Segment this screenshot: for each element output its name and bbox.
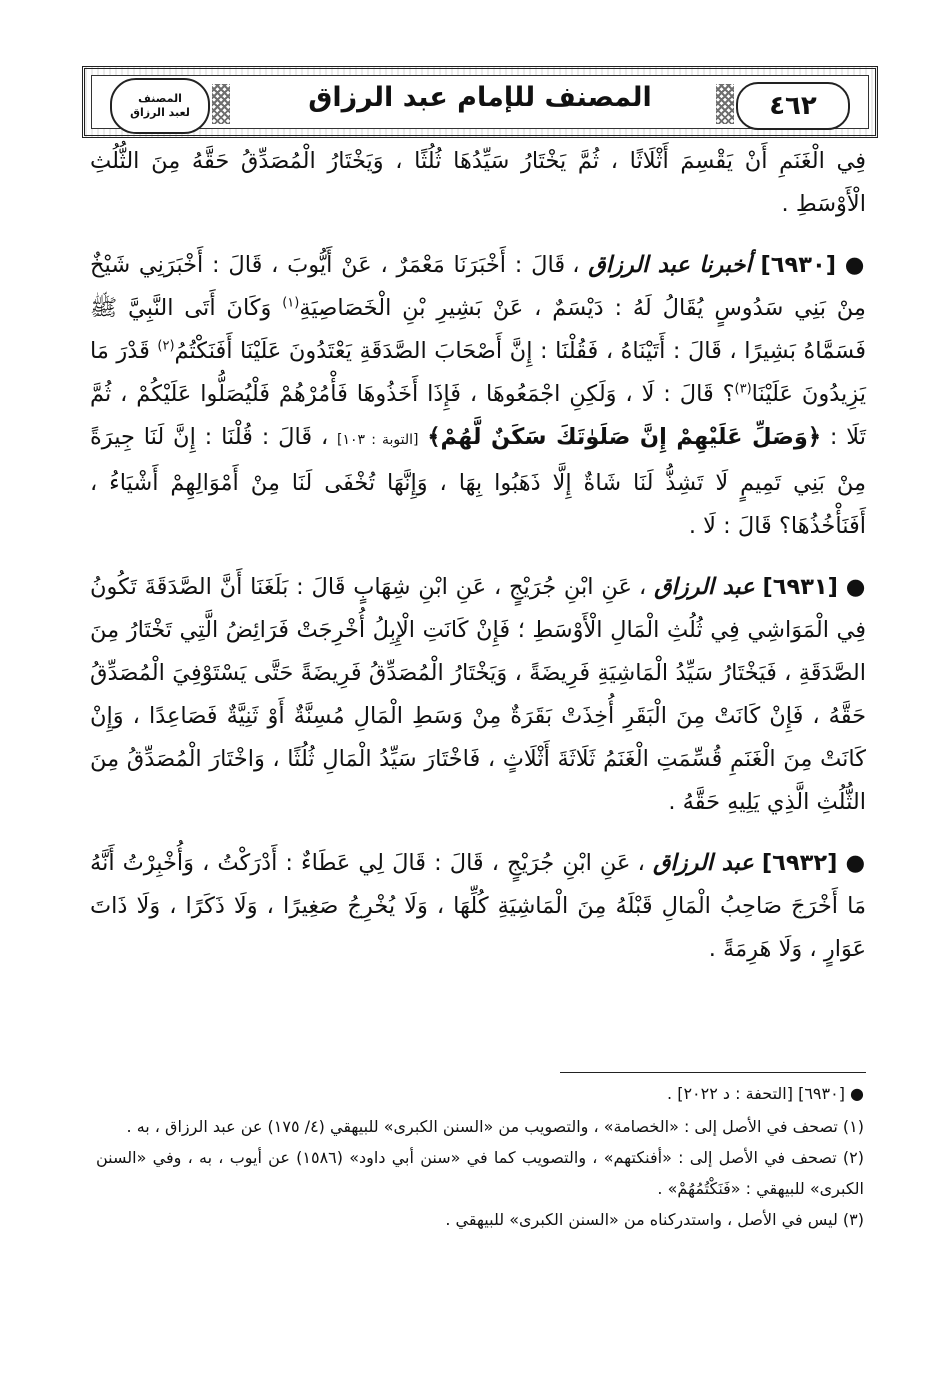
hadith-6932	[90, 842, 866, 971]
footnote-separator	[560, 1072, 866, 1073]
quran-verse: ﴿وَصَلِّ عَلَيْهِمْ إِنَّ صَلَوٰتَكَ سَكَنٌ لَّهُمْ﴾	[427, 424, 822, 450]
page-number: ٤٦٢	[736, 82, 850, 130]
hadith-6931	[90, 566, 866, 824]
footnote-2: (٢) تصحف في الأصل إلى : «أفنكتهم» ، والتصويب كما في «سنن أبي داود» (١٥٨٦) عن أيوب ، به ، وفي «السنن الكبرى» للبيهقي : «فَنَكْتُمُهُمْ» .	[96, 1148, 864, 1198]
footnote-1: (١) تصحف في الأصل إلى : «الخصامة» ، والتصويب من «السنن الكبرى» للبيهقي (٤/ ١٧٥) عن عبد الرزاق ، به .	[126, 1117, 864, 1136]
bullet-icon: ●	[845, 574, 867, 600]
main-text	[90, 140, 866, 989]
isnad-lead: عبد الرزاق	[654, 574, 755, 600]
quran-reference: [التوبة : ١٠٣]	[337, 432, 419, 448]
hadith-text-c: قَدْرَ مَا يَزِيدُونَ عَلَيْنَا	[90, 338, 866, 407]
hadith-number: [٦٩٣٠]	[760, 252, 836, 278]
page-header	[82, 66, 878, 138]
book-emblem	[110, 78, 210, 134]
ornament-left	[212, 84, 230, 124]
isnad-lead: أخبرنا عبد الرزاق	[588, 252, 752, 278]
footnote-ref-1: (١)	[282, 295, 300, 311]
bullet-icon: ●	[845, 850, 867, 876]
hadith-text-a: ، قَالَ : أَخْبَرَنَا مَعْمَرٌ ، عَنْ أَيُّوبَ ، قَالَ : أَخْبَرَنِي شَيْخٌ مِنْ بَنِي سَدُوسٍ يُقَالُ لَهُ : دَيْسَمٌ ، عَنْ بَشِيرِ بْنِ الْخَصَاصِيَةِ	[90, 252, 866, 321]
hadith-text-e: ، قَالَ : قُلْنَا : إِنَّ لَنَا جِيرَةً مِنْ بَنِي تَمِيمٍ لَا تَشِذُّ لَنَا شَاةٌ إِلَّا ذَهَبُوا بِهَا ، وَإِنَّهَا تُخْفَى لَنَا مِنْ أَمْوَالِهِمْ أَشْيَاءُ ، أَفَنَأْخُذُهَا؟ قَالَ : لَا .	[90, 424, 866, 539]
bullet-icon: ●	[844, 252, 866, 278]
isnad-lead: عبد الرزاق	[652, 850, 754, 876]
running-title: المصنف للإمام عبد الرزاق	[308, 82, 652, 113]
tuhfa-reference: ● [٦٩٣٠] [التحفة : د ٢٠٢٢] .	[667, 1084, 864, 1103]
footnote-ref-2: (٢)	[157, 338, 175, 354]
footnote-3: (٣) ليس في الأصل ، واستدركناه من «السنن الكبرى» للبيهقي .	[445, 1210, 864, 1229]
continuation-paragraph: فِي الْغَنَمِ أَنْ يَقْسِمَ أَثْلَاثًا ، ثُمَّ يَخْتَارُ سَيِّدُهَا ثُلُثًا ، وَيَخْتَارُ الْمُصَدِّقُ حَقَّهُ مِنَ الثُّلُثِ الْأَوْسَطِ .	[90, 148, 866, 217]
header-frame	[91, 75, 869, 129]
hadith-text-b: وَكَانَ أَتَى النَّبِيَّ ﷺ فَسَمَّاهُ بَشِيرًا ، قَالَ : أَتَيْنَاهُ ، فَقُلْنَا : إِنَّ أَصْحَابَ الصَّدَقَةِ يَعْتَدُونَ عَلَيْنَا أَفَنَكْتُمُ	[90, 295, 866, 364]
hadith-text-d: ؟ قَالَ : لَا ، وَلَكِنِ اجْمَعُوهَا ، فَإِذَا أَخَذُوهَا فَأْمُرْهُمْ فَلْيُصَلُّوا عَلَيْكُمْ ، ثُمَّ تَلَا :	[90, 381, 866, 450]
footnotes	[96, 1078, 864, 1235]
hadith-text: ، عَنِ ابْنِ جُرَيْجٍ ، عَنِ ابْنِ شِهَابٍ قَالَ : بَلَغَنَا أَنَّ الصَّدَقَةَ تَكُونُ فِي الْمَوَاشِي فِي ثُلُثِ الْمَالِ الْأَوْسَطِ ؛ فَإِنْ كَانَتِ الْإِبِلُ أُخْرِجَتْ فَرَائِضُ الَّتِي تَخْتَارُ مِنَ الصَّدَقَةِ ، فَيَخْتَارُ سَيِّدُ الْمَاشِيَةِ فَرِيضَةً ، وَيَخْتَارُ الْمُصَدِّقُ فَرِيضَةً حَتَّى يَسْتَوْفِيَ الْمُصَدِّقُ حَقَّهُ ، فَإِنْ كَانَتْ مِنَ الْبَقَرِ أُخِذَتْ بَقَرَةٌ مِنْ وَسَطِ الْمَالِ مُسِنَّةٌ أَوْ ثَنِيَّةٌ فَصَاعِدًا ، وَإِنْ كَانَتْ مِنَ الْغَنَمِ قُسِّمَتِ الْغَنَمُ ثَلَاثَةَ أَثْلَاثٍ ، فَاخْتَارَ سَيِّدُ الْمَالِ ثُلُثًا ، وَاخْتَارَ الْمُصَدِّقُ مِنَ الثُّلُثِ الَّذِي يَلِيهِ حَقَّهُ .	[90, 574, 866, 815]
hadith-text: ، عَنِ ابْنِ جُرَيْجٍ ، قَالَ : قَالَ لِي عَطَاءٌ : أَدْرَكْتُ ، وَأُخْبِرْتُ أَنَّهُ مَا أَخْرَجَ صَاحِبُ الْمَالِ قَبْلَهُ مِنَ الْمَاشِيَةِ كُلِّهَا ، وَلَا يُخْرِجُ صَغِيرًا ، وَلَا ذَكَرًا ، وَلَا ذَاتَ عَوَارٍ ، وَلَا هَرِمَةً .	[90, 850, 866, 962]
ornament-right	[716, 84, 734, 124]
hadith-number: [٦٩٣١]	[762, 574, 838, 600]
footnote-ref-3: (٣)	[734, 381, 752, 397]
emblem-line-1: المصنف	[138, 92, 182, 105]
hadith-6930	[90, 244, 866, 548]
hadith-number: [٦٩٣٢]	[761, 850, 838, 876]
emblem-line-2: لعبد الرزاق	[130, 106, 190, 119]
